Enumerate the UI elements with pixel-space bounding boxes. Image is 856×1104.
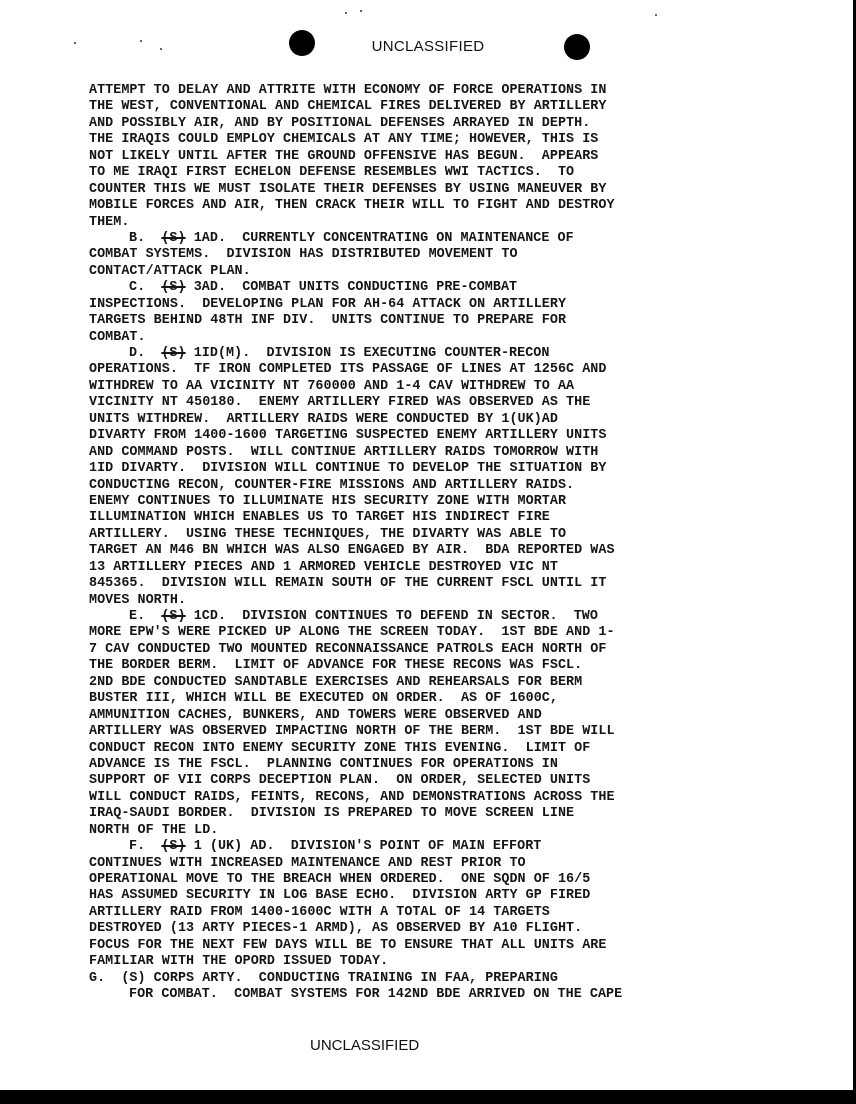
document-line: THE BORDER BERM. LIMIT OF ADVANCE FOR THESE RECONS WAS FSCL. <box>89 658 583 674</box>
document-line: UNITS WITHDREW. ARTILLERY RAIDS WERE CONDUCTED BY 1(UK)AD <box>89 411 558 427</box>
document-line: DIVARTY FROM 1400-1600 TARGETING SUSPECTED ENEMY ARTILLERY UNITS <box>89 428 607 444</box>
document-line: CONTINUES WITH INCREASED MAINTENANCE AND REST PRIOR TO <box>89 855 526 871</box>
document-line: ILLUMINATION WHICH ENABLES US TO TARGET HIS INDIRECT FIRE <box>89 510 550 526</box>
document-line: ARTILLERY. USING THESE TECHNIQUES, THE DIVARTY WAS ABLE TO <box>89 526 567 542</box>
document-line: BUSTER III, WHICH WILL BE EXECUTED ON ORDER. AS OF 1600C, <box>89 691 558 707</box>
classification-header: UNCLASSIFIED <box>371 38 485 55</box>
document-line: COMBAT SYSTEMS. DIVISION HAS DISTRIBUTED MOVEMENT TO <box>89 247 518 263</box>
document-line: NORTH OF THE LD. <box>89 822 219 838</box>
document-line: F. (S) 1 (UK) AD. DIVISION'S POINT OF MAIN EFFORT <box>129 839 542 855</box>
classification-marking: (S) <box>161 839 186 855</box>
document-line: AND COMMAND POSTS. WILL CONTINUE ARTILLERY RAIDS TOMORROW WITH <box>89 444 599 460</box>
document-line: C. (S) 3AD. COMBAT UNITS CONDUCTING PRE-COMBAT <box>129 280 518 296</box>
document-line: ATTEMPT TO DELAY AND ATTRITE WITH ECONOMY OF FORCE OPERATIONS IN <box>89 83 607 98</box>
document-body <box>89 83 769 1004</box>
document-line: VICINITY NT 450180. ENEMY ARTILLERY FIRED WAS OBSERVED AS THE <box>89 395 591 411</box>
document-line: OPERATIONS. TF IRON COMPLETED ITS PASSAGE OF LINES AT 1256C AND <box>89 362 607 378</box>
document-line: ARTILLERY RAID FROM 1400-1600C WITH A TOTAL OF 14 TARGETS <box>89 904 550 920</box>
document-line: THE IRAQIS COULD EMPLOY CHEMICALS AT ANY TIME; HOWEVER, THIS IS <box>89 132 599 148</box>
document-line: FOR COMBAT. COMBAT SYSTEMS FOR 142ND BDE ARRIVED ON THE CAPE <box>129 987 623 1003</box>
document-line: ADVANCE IS THE FSCL. PLANNING CONTINUES FOR OPERATIONS IN <box>89 756 558 772</box>
classification-footer: UNCLASSIFIED <box>310 1037 420 1054</box>
scan-speck <box>655 14 657 16</box>
document-line: WILL CONDUCT RAIDS, FEINTS, RECONS, AND DEMONSTRATIONS ACROSS THE <box>89 789 615 805</box>
document-line: 1ID DIVARTY. DIVISION WILL CONTINUE TO DEVELOP THE SITUATION BY <box>89 461 607 477</box>
document-line: D. (S) 1ID(M). DIVISION IS EXECUTING COUNTER-RECON <box>129 346 550 361</box>
document-line: THE WEST, CONVENTIONAL AND CHEMICAL FIRES DELIVERED BY ARTILLERY <box>89 99 607 115</box>
document-line: AND POSSIBLY AIR, AND BY POSITIONAL DEFENSES ARRAYED IN DEPTH. <box>89 115 591 131</box>
document-line: 845365. DIVISION WILL REMAIN SOUTH OF THE CURRENT FSCL UNTIL IT <box>89 576 607 592</box>
scan-speck <box>360 10 362 12</box>
document-line: INSPECTIONS. DEVELOPING PLAN FOR AH-64 ATTACK ON ARTILLERY <box>89 296 567 312</box>
document-line: AMMUNITION CACHES, BUNKERS, AND TOWERS WERE OBSERVED AND <box>89 707 542 723</box>
document-line: MOBILE FORCES AND AIR, THEN CRACK THEIR WILL TO FIGHT AND DESTROY <box>89 198 615 214</box>
document-line: NOT LIKELY UNTIL AFTER THE GROUND OFFENSIVE HAS BEGUN. APPEARS <box>89 148 599 164</box>
classification-marking: (S) <box>161 230 186 246</box>
document-line: ENEMY CONTINUES TO ILLUMINATE HIS SECURITY ZONE WITH MORTAR <box>89 493 567 509</box>
document-line: E. (S) 1CD. DIVISION CONTINUES TO DEFEND IN SECTOR. TWO <box>129 609 598 624</box>
classification-marking: (S) <box>161 280 186 296</box>
document-line: THEM. <box>89 214 130 230</box>
document-line: ARTILLERY WAS OBSERVED IMPACTING NORTH OF THE BERM. 1ST BDE WILL <box>89 724 615 740</box>
document-line: OPERATIONAL MOVE TO THE BREACH WHEN ORDERED. ONE SQDN OF 16/5 <box>89 872 591 887</box>
document-line: CONDUCT RECON INTO ENEMY SECURITY ZONE THIS EVENING. LIMIT OF <box>89 740 591 756</box>
document-line: B. (S) 1AD. CURRENTLY CONCENTRATING ON MAINTENANCE OF <box>129 230 574 246</box>
document-line: 7 CAV CONDUCTED TWO MOUNTED RECONNAISSANCE PATROLS EACH NORTH OF <box>89 641 607 657</box>
scan-speck <box>345 12 347 14</box>
document-line: G. (S) CORPS ARTY. CONDUCTING TRAINING IN FAA, PREPARING <box>89 970 558 986</box>
document-line: TARGETS BEHIND 48TH INF DIV. UNITS CONTINUE TO PREPARE FOR <box>89 313 567 329</box>
document-line: CONDUCTING RECON, COUNTER-FIRE MISSIONS AND ARTILLERY RAIDS. <box>89 477 575 493</box>
document-line: COMBAT. <box>89 329 146 345</box>
document-line: MORE EPW'S WERE PICKED UP ALONG THE SCREEN TODAY. 1ST BDE AND 1- <box>89 625 615 641</box>
scan-edge-bottom <box>0 1090 856 1104</box>
document-line: 2ND BDE CONDUCTED SANDTABLE EXERCISES AND REHEARSALS FOR BERM <box>89 674 583 690</box>
document-line: IRAQ-SAUDI BORDER. DIVISION IS PREPARED TO MOVE SCREEN LINE <box>89 806 575 822</box>
document-line: FOCUS FOR THE NEXT FEW DAYS WILL BE TO ENSURE THAT ALL UNITS ARE <box>89 937 607 953</box>
document-line: COUNTER THIS WE MUST ISOLATE THEIR DEFENSES BY USING MANEUVER BY <box>89 181 607 197</box>
document-line: HAS ASSUMED SECURITY IN LOG BASE ECHO. DIVISION ARTY GP FIRED <box>89 888 591 904</box>
document-line: TO ME IRAQI FIRST ECHELON DEFENSE RESEMBLES WWI TACTICS. TO <box>89 165 575 181</box>
document-line: CONTACT/ATTACK PLAN. <box>89 263 251 279</box>
document-line: DESTROYED (13 ARTY PIECES-1 ARMD), AS OBSERVED BY A10 FLIGHT. <box>89 921 583 937</box>
document-line: WITHDREW TO AA VICINITY NT 760000 AND 1-4 CAV WITHDREW TO AA <box>89 378 575 394</box>
document-line: FAMILIAR WITH THE OPORD ISSUED TODAY. <box>89 954 389 970</box>
classification-marking: (S) <box>161 346 186 361</box>
document-line: 13 ARTILLERY PIECES AND 1 ARMORED VEHICLE DESTROYED VIC NT <box>89 559 558 575</box>
document-line: TARGET AN M46 BN WHICH WAS ALSO ENGAGED BY AIR. BDA REPORTED WAS <box>89 543 615 559</box>
document-line: SUPPORT OF VII CORPS DECEPTION PLAN. ON ORDER, SELECTED UNITS <box>89 773 591 789</box>
classification-marking: (S) <box>161 609 186 624</box>
document-line: MOVES NORTH. <box>89 592 187 608</box>
